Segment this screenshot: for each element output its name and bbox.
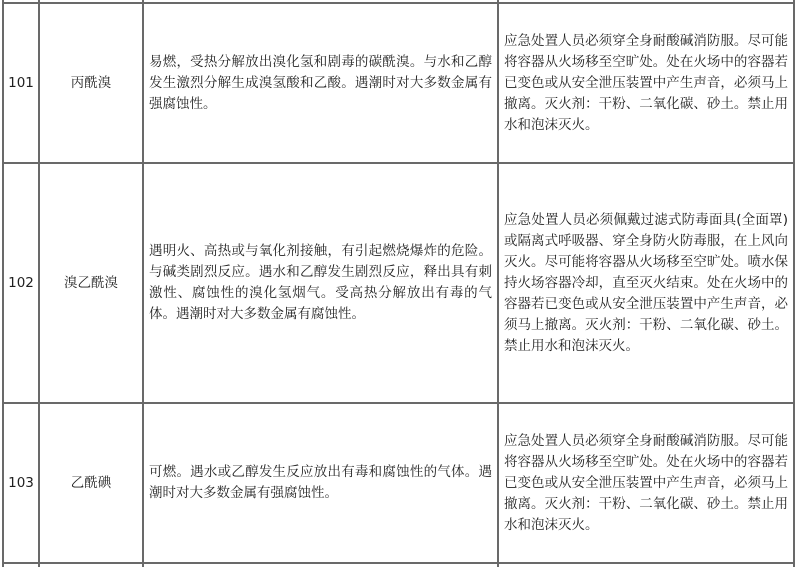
table-row: [3, 163, 794, 403]
emergency-cell: 应急处置人员必须穿全身耐酸碱消防服。尽可能将容器从火场移至空旷处。处在火场中的容器若已变色或从安全泄压装置中产生声音，必须马上撤离。灭火剂：干粉、二氧化碳、砂土。禁止用水和泡沫灭火。: [498, 3, 794, 163]
row-number-cell: [3, 563, 39, 567]
emergency-cell: 应急处置人员必须佩戴过滤式防毒面具(全面罩)或隔离式呼吸器、穿全身防火防毒服，在上风向灭火。尽可能将容器从火场移至空旷处。喷水保持火场容器冷却，直至灭火结束。处在火场中的容器若已变色或从安全泄压装置中产生声音，必须马上撤离。灭火剂：干粉、二氧化碳、砂土。禁止用水和泡沫灭火。: [498, 163, 794, 403]
chemical-name-cell: 乙酰碘: [39, 403, 143, 563]
table-row: [3, 3, 794, 163]
row-number-cell: 103: [3, 403, 39, 563]
chemical-name-cell: 溴乙酰溴: [39, 163, 143, 403]
hazard-cell: [143, 563, 498, 567]
chemical-name-cell: [39, 563, 143, 567]
emergency-cell: [498, 563, 794, 567]
emergency-cell: 应急处置人员必须穿全身耐酸碱消防服。尽可能将容器从火场移至空旷处。处在火场中的容器若已变色或从安全泄压装置中产生声音，必须马上撤离。灭火剂：干粉、二氧化碳、砂土。禁止用水和泡沫灭火。: [498, 403, 794, 563]
hazard-cell: 可燃。遇水或乙醇发生反应放出有毒和腐蚀性的气体。遇潮时对大多数金属有强腐蚀性。: [143, 403, 498, 563]
hazard-cell: 易燃，受热分解放出溴化氢和剧毒的碳酰溴。与水和乙醇发生激烈分解生成溴氢酸和乙酸。遇潮时对大多数金属有强腐蚀性。: [143, 3, 498, 163]
chemical-hazard-table: [2, 0, 795, 567]
chemical-name-cell: 丙酰溴: [39, 3, 143, 163]
row-number-cell: 101: [3, 3, 39, 163]
table-row: [3, 403, 794, 563]
table-row-partial-bottom: [3, 563, 794, 567]
hazard-cell: 遇明火、高热或与氧化剂接触，有引起燃烧爆炸的危险。与碱类剧烈反应。遇水和乙醇发生剧烈反应，释出具有刺激性、腐蚀性的溴化氢烟气。受高热分解放出有毒的气体。遇潮时对大多数金属有腐蚀性。: [143, 163, 498, 403]
row-number-cell: 102: [3, 163, 39, 403]
